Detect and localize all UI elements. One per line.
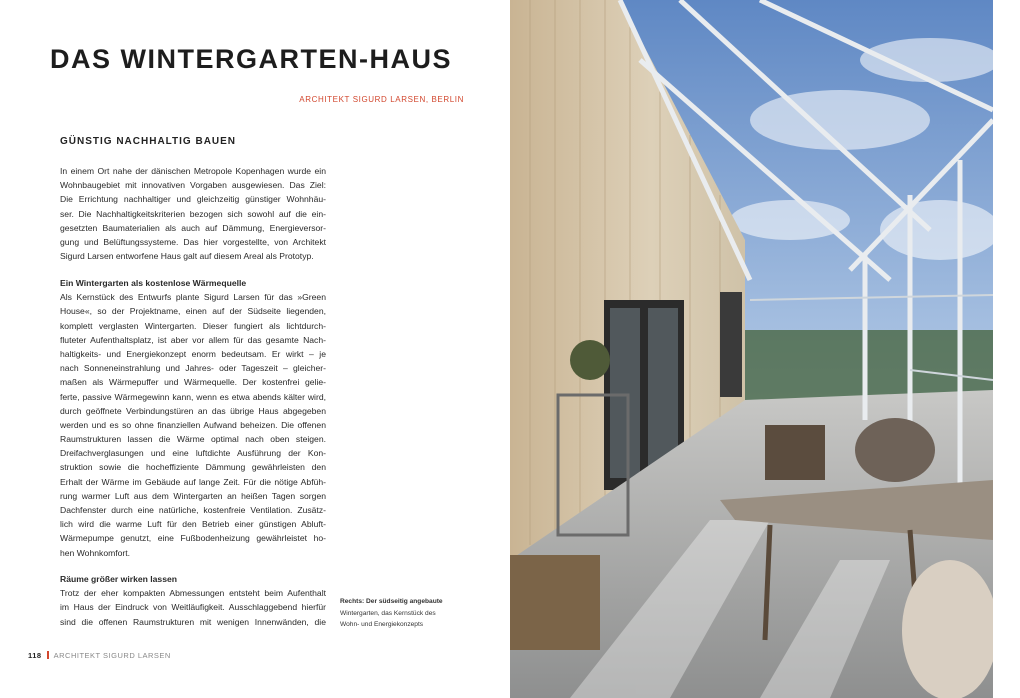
- divider: [47, 651, 49, 659]
- subheading: Ein Wintergarten als kostenlose Wärmequelle: [60, 278, 247, 288]
- text-line: haltigkeits- und Energiekonzept enorm bedeutsam. Er wirkt – je: [60, 348, 326, 359]
- text-line: nach Sonneneinstrahlung und Jahres- oder Tageszeit – gleicher-: [60, 363, 326, 374]
- text-line: Trotz der eher kompakten Abmessungen entsteht beim Aufenthalt: [60, 588, 326, 599]
- text-line: gesetzten Baumaterialien als auch auf Dämmung, Energieversor-: [60, 222, 326, 233]
- caption-line: Rechts: Der südseitig angebaute: [340, 598, 443, 605]
- running-head: ARCHITEKT SIGURD LARSEN: [53, 651, 171, 660]
- caption-line: Wintergarten, das Kernstück des: [340, 609, 436, 617]
- section-heading: GÜNSTIG NACHHALTIG BAUEN: [60, 136, 237, 147]
- text-line: Wohnbaugebiet mit innovativen Vorgaben ausgewiesen. Das Ziel:: [60, 180, 326, 191]
- text-line: gung und Belüftungssysteme. Das hier vorgestellte, von Architekt: [60, 236, 326, 247]
- text-line: ser. Die Nachhaltigkeitskriterien bezogen sich sowohl auf die ein-: [60, 208, 326, 219]
- text-line: Sigurd Larsen entworfene Haus galt auf diesem Areal als Prototyp.: [60, 251, 314, 262]
- text-line: rung warmer Luft aus dem Wintergarten an heißen Tagen sorgen: [60, 490, 326, 501]
- text-line: hen Wohnkomfort.: [60, 547, 131, 558]
- raeume-section: [60, 572, 326, 629]
- text-line: In einem Ort nahe der dänischen Metropole Kopenhagen wurde ein: [60, 166, 326, 176]
- text-line: durch geöffnete Verbindungstüren an das übrige Haus abgegeben: [60, 405, 326, 416]
- text-line: Erhalt der Wärme im Gebäude auf lange Zeit. Für die nötige Abfüh-: [60, 476, 326, 487]
- page-number: 118: [28, 651, 42, 660]
- text-line: Wärmepumpe genutzt, eine Fußbodenheizung gewährleistet ho-: [60, 533, 326, 544]
- text-line: Die Errichtung nachhaltiger und gleichzeitig günstiger Wohnhäu-: [60, 194, 326, 205]
- text-line: struktion sowie die hocheffiziente Dämmung gewährleisten den: [60, 462, 326, 473]
- text-line: fluteter Aufenthaltsplatz, ist aber vor allem für das gesamte Nach-: [60, 334, 326, 345]
- subheading: Räume größer wirken lassen: [60, 574, 178, 584]
- text-line: komplett verglasten Wintergarten. Dieser fungiert als lichtdurch-: [60, 320, 326, 331]
- text-line: sind die offenen Raumstrukturen mit wenigen Innenwänden, die: [60, 616, 326, 627]
- text-line: Dachfenster durch eine natürliche, kostenfreie Ventilation. Zusätz-: [60, 505, 326, 515]
- photo-caption: [340, 596, 443, 631]
- text-line: House«, so der Projektname, einen auf der Südseite liegenden,: [60, 306, 326, 317]
- text-line: maßen als Wärmepuffer und Wärmequelle. Der kostenfrei gelie-: [60, 377, 326, 388]
- text-line: Raumstrukturen lassen die Wärme optimal nach oben steigen.: [60, 434, 326, 445]
- text-line: im Haus der Eindruck von Weitläufigkeit. Ausschlaggebend hierfür: [60, 602, 326, 613]
- architect-subtitle: ARCHITEKT SIGURD LARSEN, BERLIN: [299, 95, 464, 104]
- text-line: Dreifachverglasungen und eine luftdichte Ausführung der Kon-: [60, 448, 326, 459]
- wintergarten-section: [60, 276, 326, 560]
- caption-line: Wohn- und Energiekonzepts: [340, 621, 424, 628]
- intro-paragraph: [60, 164, 326, 263]
- page-footer: [28, 651, 171, 660]
- text-line: Als Kernstück des Entwurfs plante Sigurd Larsen für das »Green: [60, 292, 326, 303]
- text-line: ferte, passive Wärmegewinn kann, wenn es etwa abends kälter wird,: [60, 391, 326, 402]
- text-line: lich wird die warme Luft für den Betrieb einer günstigen Abluft-: [60, 519, 326, 530]
- text-line: werden und es so ohne finanziellen Aufwand beheizen. Die offenen: [60, 419, 326, 430]
- wintergarden-photo: [510, 0, 993, 698]
- page-title: DAS WINTERGARTEN-HAUS: [50, 44, 452, 74]
